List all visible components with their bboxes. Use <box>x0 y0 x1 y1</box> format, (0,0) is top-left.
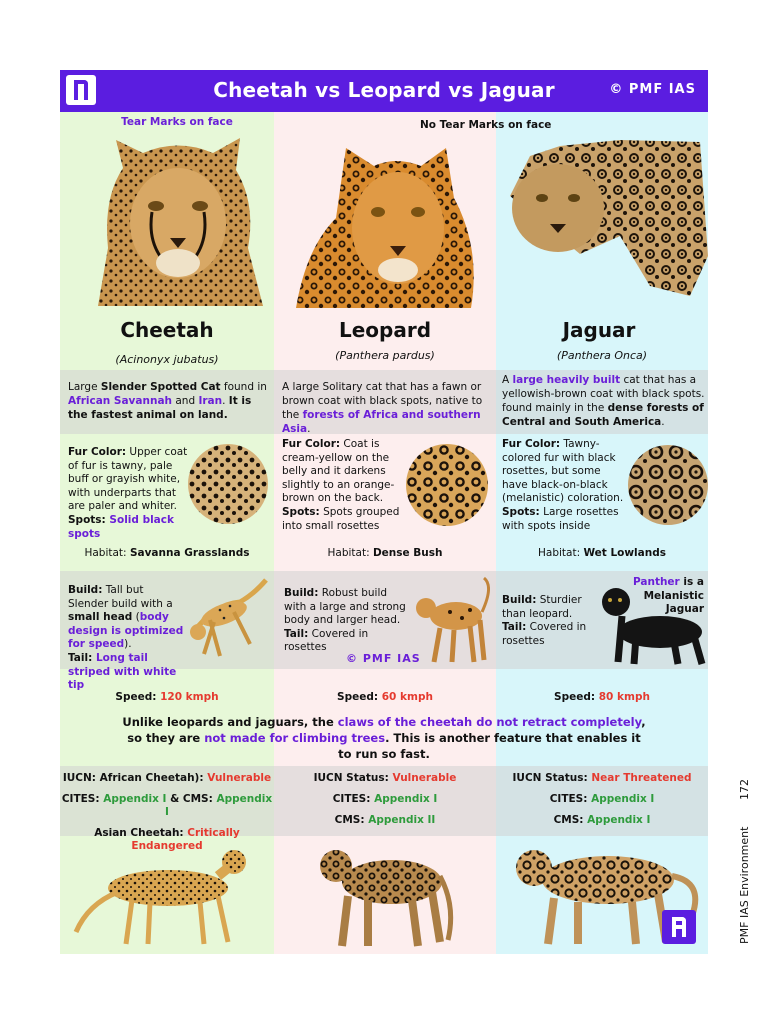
leopard-standing-image <box>404 576 490 664</box>
jaguar-spots-swatch <box>628 444 708 526</box>
cheetah-status: IUCN: African Cheetah): Vulnerable CITES: Appendix I & CMS: Appendix I Asian Cheetah: Critically Endangered <box>61 772 273 852</box>
leopard-fur: Fur Color: Coat is cream-yellow on the belly and it darkens slightly to an orange-brown on the back. Spots: Spots grouped into small rosettes <box>282 438 400 532</box>
no-tear-marks-note: No Tear Marks on face <box>420 119 552 131</box>
cheetah-build: Build: Tall but Slender build with a small head (body design is optimized for speed). Tail: Long tail striped with white tip <box>68 584 184 692</box>
pmf-logo-bottom-icon <box>662 910 696 944</box>
leopard-spots-swatch <box>406 444 488 526</box>
jaguar-speed: Speed: 80 kmph <box>554 691 650 703</box>
watermark: © PMF IAS <box>346 652 421 665</box>
leopard-full-body-image <box>308 836 458 950</box>
leopard-status: IUCN Status: Vulnerable CITES: Appendix I CMS: Appendix II <box>313 772 457 826</box>
jaguar-habitat: Habitat: Wet Lowlands <box>537 547 666 559</box>
page-number: 172 <box>738 779 751 800</box>
page-title: Cheetah vs Leopard vs Jaguar <box>213 78 555 102</box>
jaguar-status: IUCN Status: Near Threatened CITES: Appendix I CMS: Appendix I <box>512 772 692 826</box>
jaguar-name: Jaguar <box>562 318 636 342</box>
panther-note: Panther is a Melanistic Jaguar <box>632 576 704 616</box>
leopard-habitat: Habitat: Dense Bush <box>327 547 443 559</box>
cheetah-description: Large Slender Spotted Cat found in African Savannah and Iran. It is the fastest animal on land. <box>68 381 267 421</box>
brand-mark: © PMF IAS <box>609 82 696 97</box>
tear-marks-note: Tear Marks on face <box>121 116 233 128</box>
header-bar <box>60 70 708 112</box>
black-panther-image <box>582 576 708 666</box>
jaguar-scientific: (Panthera Onca) <box>556 349 648 362</box>
jaguar-fur: Fur Color: Tawny-colored fur with black rosettes, but some have black-on-black (melanistic) coloration. Spots: Large rosettes with spots inside <box>502 438 624 532</box>
leopard-name: Leopard <box>338 318 432 342</box>
infographic-sheet <box>60 70 708 954</box>
cheetah-speed: Speed: 120 kmph <box>115 691 219 703</box>
jaguar-build: Build: Sturdier than leopard. Tail: Covered in rosettes <box>502 594 587 647</box>
jaguar-description: A large heavily built cat that has a yellowish-brown coat with black spots. found mainly in the dense forests of Central and South America. <box>502 374 705 428</box>
cheetah-fur: Fur Color: Upper coat of fur is tawny, pale buff or grayish white, with underparts that are paler and whiter. Spots: Solid black spots <box>68 446 188 540</box>
running-cheetah-image <box>184 574 272 660</box>
cheetah-scientific: (Acinonyx jubatus) <box>115 353 219 366</box>
leopard-scientific: (Panthera pardus) <box>335 349 435 362</box>
cheetah-head-image <box>88 128 268 308</box>
cheetah-spots-swatch <box>188 444 268 524</box>
leopard-build: Build: Robust build with a large and strong body and larger head. Tail: Covered in rosettes <box>284 587 406 654</box>
jaguar-head-image <box>500 136 708 304</box>
leopard-description: A large Solitary cat that has a fawn or brown coat with black spots, native to the forests of Africa and southern Asia. <box>282 381 483 435</box>
leopard-head-image <box>296 128 482 314</box>
book-footer: PMF IAS Environment <box>738 826 751 944</box>
cheetah-full-body-image <box>68 840 258 948</box>
cheetah-name: Cheetah <box>120 318 214 342</box>
cheetah-habitat: Habitat: Savanna Grasslands <box>84 547 250 559</box>
claws-note: Unlike leopards and jaguars, the claws of the cheetah do not retract completely, so they are not made for climbing trees. This is another feature that enables it to run so fast. <box>122 715 646 761</box>
leopard-speed: Speed: 60 kmph <box>337 691 433 703</box>
